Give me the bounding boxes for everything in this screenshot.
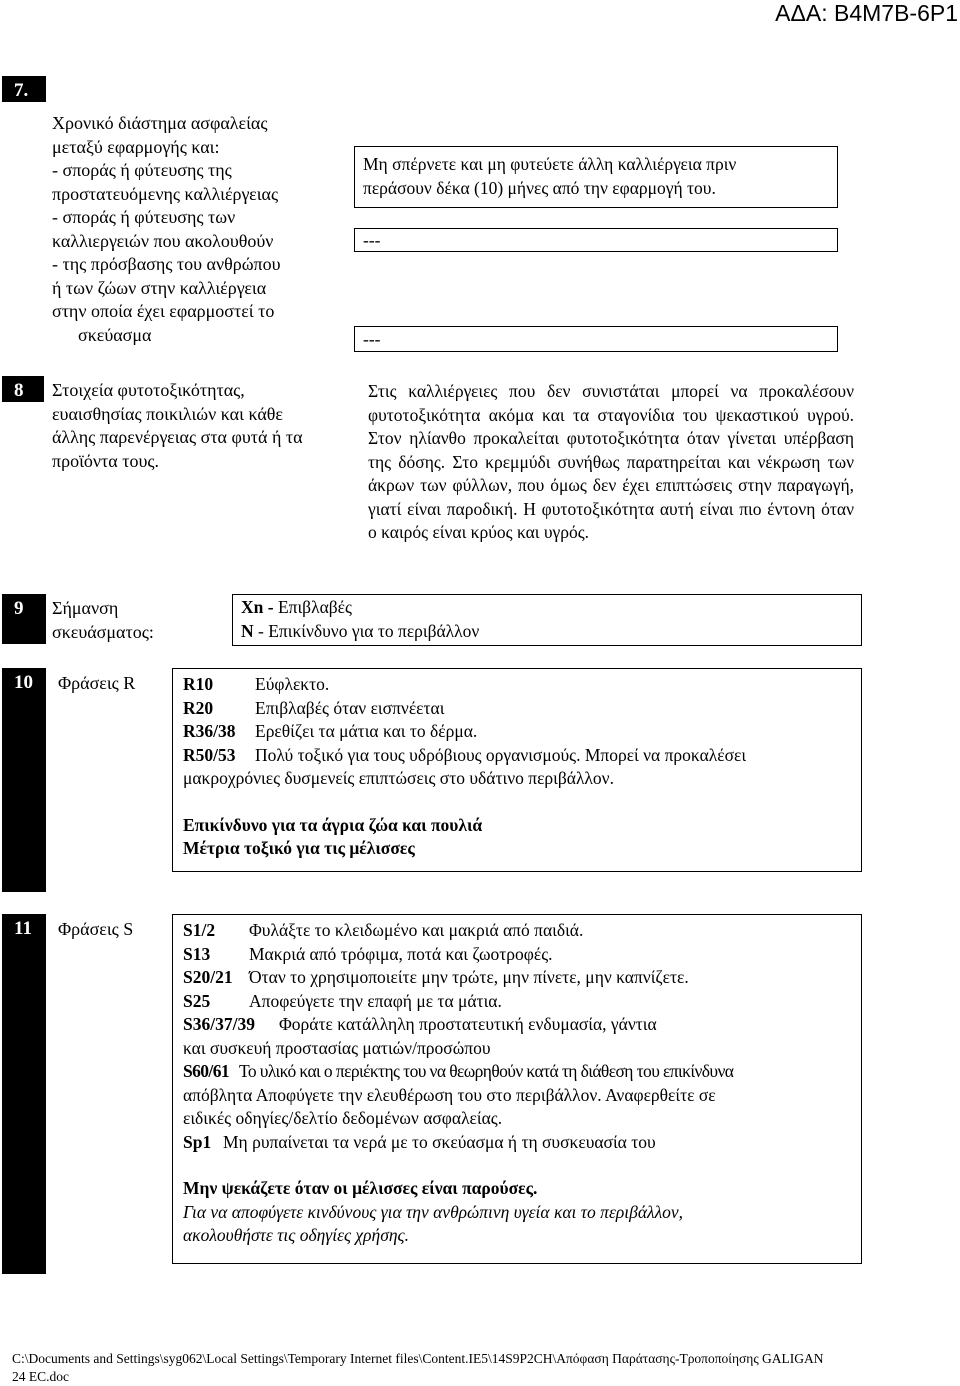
label-line: προϊόντα τους. <box>52 450 159 471</box>
section-7-box-access: --- <box>354 326 838 352</box>
label-line: σκεύασμα <box>78 324 152 345</box>
s-code: S20/21 <box>183 967 233 987</box>
s-text: Το υλικό και ο περιέκτης του να θεωρηθούν κατά τη διάθεση του επικίνδυνα <box>239 1061 734 1081</box>
section-8-number: 8 <box>2 376 44 402</box>
label-line: προστατευόμενης καλλιέργειας <box>52 183 279 204</box>
section-11-label: Φράσεις S <box>58 919 134 939</box>
s-text: Αποφεύγετε την επαφή με τα μάτια. <box>249 990 502 1011</box>
section-7-number: 7. <box>2 76 46 102</box>
r-text: Επιβλαβές όταν εισπνέεται <box>255 697 445 718</box>
s-phrase-continuation: ειδικές οδηγίες/δελτίο δεδομένων ασφαλείας. <box>183 1108 503 1128</box>
label-line: ευαισθησίας ποικιλιών και κάθε <box>52 403 283 424</box>
label-line: - σποράς ή φύτευσης της <box>52 160 232 180</box>
s-phrase-row <box>183 943 861 967</box>
bee-toxicity-warning: Μέτρια τοξικό για τις μέλισσες <box>183 838 415 858</box>
label-line: μεταξύ εφαρμογής και: <box>52 136 220 157</box>
s-code: S25 <box>183 990 211 1011</box>
r-phrase-row <box>183 697 861 721</box>
label-line: Χρονικό διάστημα ασφαλείας <box>52 113 268 133</box>
s-code: S13 <box>183 943 211 964</box>
label-line: άλλης παρενέργειας στα φυτά ή τα <box>52 427 303 447</box>
r-code: R20 <box>183 697 214 718</box>
section-8-phytotoxicity-text: Στις καλλιέργειες που δεν συνιστάται μπορεί να προκαλέσουν φυτοτοξικότητα ακόμα και τα σταγονίδια του ψεκαστικού υγρού. Στον ηλίανθο προκαλείται φυτοτοξικότητα όταν γίνεται υπέρβαση της δόσης. Στο κρεμμύδι συνήθως παρατηρείται και νέκρωση των άκρων των φύλλων, που όμως δεν έχει επιπτώσεις στην παραγωγή, γιατί είναι παροδική. Η φυτοτοξικότητα αυτή είναι πιο έντονη όταν ο καιρός είναι κρύος και υγρός. <box>360 378 856 574</box>
r-phrase-row <box>183 744 861 768</box>
r-text: Πολύ τοξικό για τους υδρόβιους οργανισμούς. Μπορεί να προκαλέσει <box>255 744 747 765</box>
s-code: S1/2 <box>183 920 216 940</box>
label-line: Στοιχεία φυτοτοξικότητας, <box>52 380 245 400</box>
label-line: Σήμανση <box>52 598 119 618</box>
s-phrase-continuation: και συσκευή προστασίας ματιών/προσώπου <box>183 1037 491 1058</box>
s-phrase-row <box>183 1131 861 1155</box>
s-phrase-row <box>183 1060 861 1084</box>
section-11-s-phrases-box <box>172 914 862 1264</box>
label-line: στην οποία έχει εφαρμοστεί το <box>52 301 275 321</box>
s-phrase-row <box>183 966 861 990</box>
section-7-box-crops <box>354 146 838 208</box>
label-line: σκευάσματος: <box>52 621 154 642</box>
s-text: Φοράτε κατάλληλη προστατευτική ενδυμασία, γάντια <box>279 1014 657 1034</box>
s-phrase-row <box>183 990 861 1014</box>
r-phrase-continuation: μακροχρόνιες δυσμενείς επιπτώσεις στο υδάτινο περιβάλλον. <box>183 768 614 788</box>
hazard-code: N <box>241 620 254 641</box>
footer-line: 24 EC.doc <box>12 1369 69 1384</box>
s-text: Φυλάξτε το κλειδωμένο και μακριά από παιδιά. <box>249 920 584 940</box>
r-code: R50/53 <box>183 744 236 765</box>
r-text: Ερεθίζει τα μάτια και το δέρμα. <box>255 721 478 741</box>
section-9-hazard-box <box>232 594 862 646</box>
bee-spray-warning: Μην ψεκάζετε όταν οι μέλισσες είναι παρούσες. <box>183 1178 538 1198</box>
section-10-r-phrases-box <box>172 668 862 872</box>
section-9-label <box>52 597 154 644</box>
r-phrase-row <box>183 673 861 697</box>
ada-code: ΑΔΑ: Β4Μ7Β-6Ρ1 <box>775 0 958 26</box>
hazard-row <box>241 596 853 620</box>
s-code: S36/37/39 <box>183 1014 255 1034</box>
section-7-label <box>52 112 352 347</box>
r-text: Εύφλεκτο. <box>255 674 330 694</box>
box-line: περάσουν δέκα (10) μήνες από την εφαρμογή του. <box>363 177 716 198</box>
s-text: Μακριά από τρόφιμα, ποτά και ζωοτροφές. <box>249 943 553 964</box>
s-code: Sp1 <box>183 1131 212 1152</box>
label-line: - σποράς ή φύτευσης των <box>52 207 236 227</box>
hazard-code: Xn - <box>241 597 274 617</box>
label-line: - της πρόσβασης του ανθρώπου <box>52 254 281 274</box>
s-phrase-row <box>183 919 861 943</box>
section-8-label <box>52 379 352 473</box>
usage-note-line: ακολουθήστε τις οδηγίες χρήσης. <box>183 1225 410 1245</box>
s-phrase-row <box>183 1013 861 1037</box>
section-7-box-following-crops: --- <box>354 228 838 252</box>
label-line: καλλιεργειών που ακολουθούν <box>52 230 274 251</box>
s-code: S60/61 <box>183 1061 229 1081</box>
s-text: Όταν το χρησιμοποιείτε μην τρώτε, μην πίνετε, μην καπνίζετε. <box>249 967 689 987</box>
r-code: R10 <box>183 674 214 694</box>
label-line: ή των ζώων στην καλλιέργεια <box>52 277 267 298</box>
usage-note-line: Για να αποφύγετε κινδύνους για την ανθρώπινη υγεία και το περιβάλλον, <box>183 1201 684 1222</box>
wildlife-warning: Επικίνδυνο για τα άγρια ζώα και πουλιά <box>183 814 483 835</box>
s-text: Μη ρυπαίνεται τα νερά με το σκεύασμα ή τη συσκευασία του <box>223 1131 656 1152</box>
box-line: Μη σπέρνετε και μη φυτεύετε άλλη καλλιέργεια πριν <box>363 154 737 174</box>
section-10-label: Φράσεις R <box>58 673 136 693</box>
section-11-number: 11 <box>2 914 46 1274</box>
hazard-row <box>241 620 853 644</box>
section-9-number: 9 <box>2 594 46 644</box>
hazard-text: - Επικίνδυνο για το περιβάλλον <box>253 620 480 641</box>
r-phrase-row <box>183 720 861 744</box>
s-phrase-continuation: απόβλητα Αποφύγετε την ελευθέρωση του στο περιβάλλον. Αναφερθείτε σε <box>183 1084 716 1105</box>
r-code: R36/38 <box>183 721 236 741</box>
hazard-text: Επιβλαβές <box>273 597 352 617</box>
section-10-number: 10 <box>2 668 46 892</box>
footer-line: C:\Documents and Settings\syg062\Local Settings\Temporary Internet files\Content.IE5\14S9P2CH\Απόφαση Παράτασης-Τροποποίησης GALIGAN <box>12 1351 824 1366</box>
